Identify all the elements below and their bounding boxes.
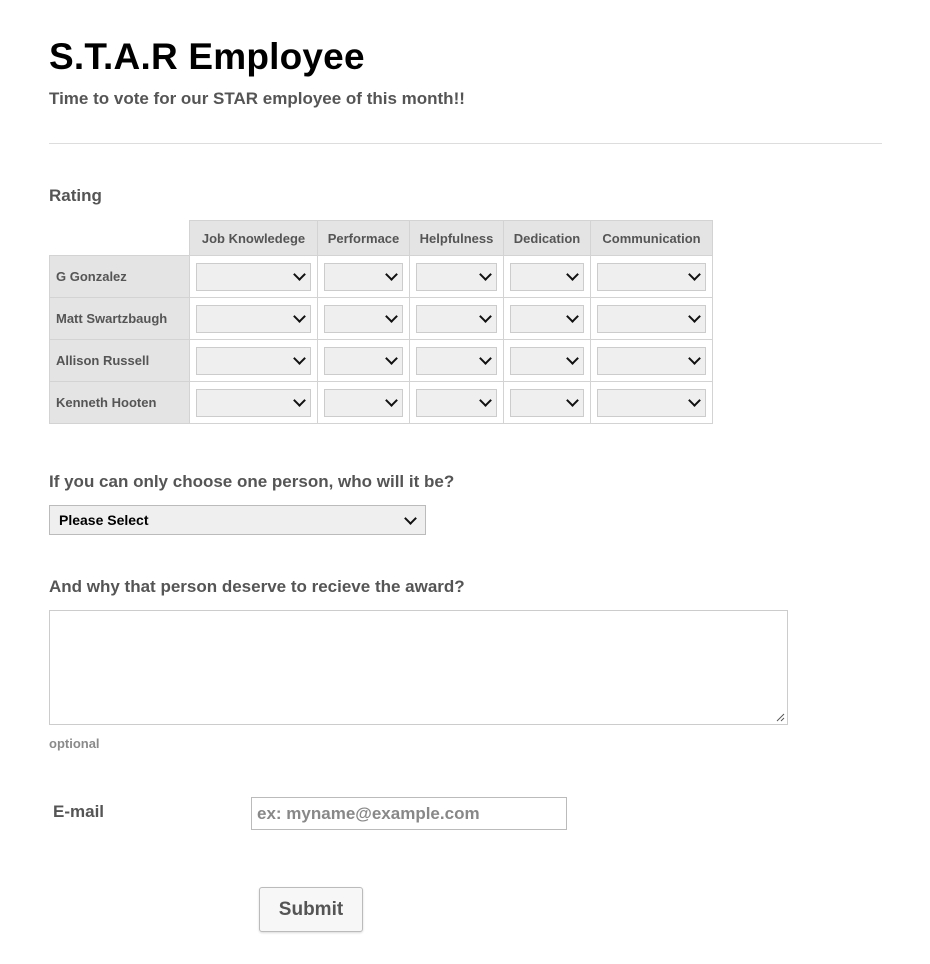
chevron-down-icon	[293, 352, 306, 365]
rating-select[interactable]	[196, 389, 311, 417]
rating-select[interactable]	[597, 347, 706, 375]
reason-textarea[interactable]	[49, 610, 788, 725]
rating-select[interactable]	[416, 305, 497, 333]
rating-select[interactable]	[324, 263, 403, 291]
rating-select[interactable]	[416, 389, 497, 417]
chevron-down-icon	[385, 268, 398, 281]
rating-select[interactable]	[324, 347, 403, 375]
rating-select[interactable]	[196, 263, 311, 291]
resize-handle-icon[interactable]	[775, 712, 785, 722]
optional-note: optional	[49, 736, 100, 751]
chevron-down-icon	[479, 268, 492, 281]
chevron-down-icon	[688, 352, 701, 365]
rating-select[interactable]	[510, 389, 584, 417]
chevron-down-icon	[688, 268, 701, 281]
choose-person-select[interactable]	[49, 505, 426, 535]
row-header: Matt Swartzbaugh	[50, 298, 190, 340]
chevron-down-icon	[385, 394, 398, 407]
column-header: Dedication	[504, 221, 591, 256]
email-label: E-mail	[53, 802, 105, 821]
email-field[interactable]	[251, 797, 567, 830]
rating-label: Rating	[49, 186, 102, 205]
chevron-down-icon	[404, 512, 417, 525]
table-row	[50, 382, 713, 424]
rating-select[interactable]	[510, 305, 584, 333]
chevron-down-icon	[293, 268, 306, 281]
rating-select[interactable]	[510, 263, 584, 291]
divider	[49, 143, 882, 144]
chevron-down-icon	[566, 268, 579, 281]
chevron-down-icon	[566, 310, 579, 323]
rating-matrix	[49, 220, 713, 424]
rating-select[interactable]	[597, 389, 706, 417]
rating-select[interactable]	[597, 305, 706, 333]
submit-button[interactable]: Submit	[259, 887, 363, 932]
rating-select[interactable]	[597, 263, 706, 291]
chevron-down-icon	[566, 352, 579, 365]
column-header: Communication	[591, 221, 713, 256]
rating-select[interactable]	[324, 389, 403, 417]
choose-person-value: Please Select	[59, 512, 149, 528]
rating-select[interactable]	[324, 305, 403, 333]
chevron-down-icon	[293, 394, 306, 407]
rating-select[interactable]	[510, 347, 584, 375]
chevron-down-icon	[293, 310, 306, 323]
table-row	[50, 256, 713, 298]
row-header: Allison Russell	[50, 340, 190, 382]
chevron-down-icon	[688, 310, 701, 323]
table-row	[50, 340, 713, 382]
reason-label: And why that person deserve to recieve the award?	[49, 577, 465, 596]
table-row	[50, 298, 713, 340]
column-header: Performace	[318, 221, 410, 256]
matrix-corner	[50, 221, 190, 256]
chevron-down-icon	[385, 310, 398, 323]
rating-select[interactable]	[416, 263, 497, 291]
page-title: S.T.A.R Employee	[49, 36, 365, 77]
choose-person-label: If you can only choose one person, who will it be?	[49, 472, 455, 491]
rating-select[interactable]	[196, 305, 311, 333]
column-header: Job Knowledege	[190, 221, 318, 256]
chevron-down-icon	[479, 310, 492, 323]
rating-select[interactable]	[196, 347, 311, 375]
rating-select[interactable]	[416, 347, 497, 375]
column-header: Helpfulness	[410, 221, 504, 256]
page-subtitle: Time to vote for our STAR employee of this month!!	[49, 89, 465, 108]
chevron-down-icon	[479, 352, 492, 365]
row-header: G Gonzalez	[50, 256, 190, 298]
chevron-down-icon	[688, 394, 701, 407]
chevron-down-icon	[566, 394, 579, 407]
row-header: Kenneth Hooten	[50, 382, 190, 424]
chevron-down-icon	[479, 394, 492, 407]
chevron-down-icon	[385, 352, 398, 365]
